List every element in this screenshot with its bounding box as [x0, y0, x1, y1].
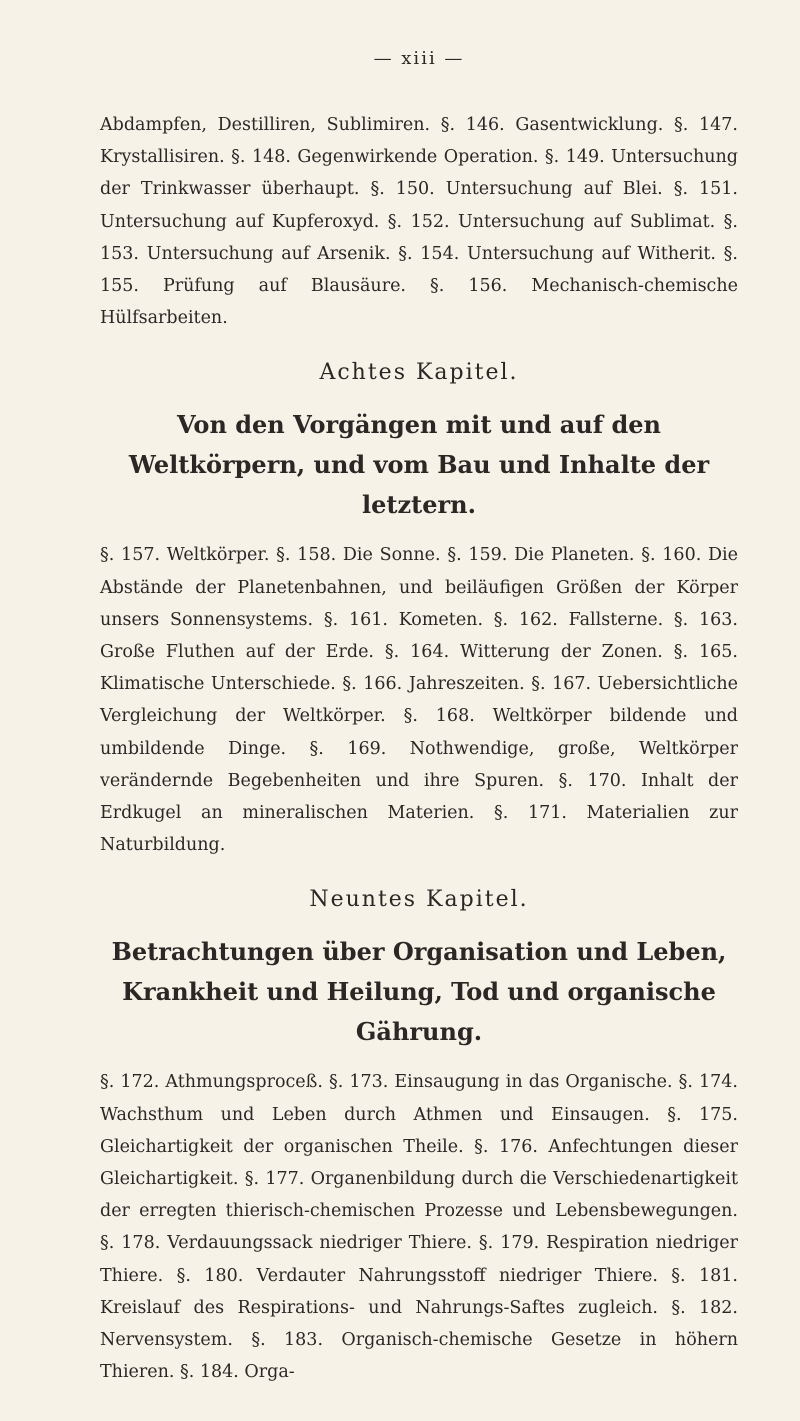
chapter-8-title: Achtes Kapitel. [319, 360, 519, 386]
chapter-8-subtitle: Von den Vorgängen mit und auf den Weltkörpern, und vom Bau und Inhalte der letztern. [128, 410, 710, 520]
chapter-9-subtitle: Betrachtungen über Organisation und Leben, Krankheit und Heilung, Tod und organische Gährung. [111, 937, 727, 1047]
chapter-8-section-list: §. 157. Weltkörper. §. 158. Die Sonne. §. 159. Die Planeten. §. 160. Die Abstände der Planetenbahnen, und beiläufigen Größen der Körper unsers Sonnensystems. §. 161. Kometen. §. 162. Fallsterne. §. 163. Große Fluthen auf der Erde. §. 164. Witterung der Zonen. §. 165. Klimatische Unterschiede. §. 166. Jahreszeiten. §. 167. Uebersichtliche Vergleichung der Weltkörper. §. 168. Weltkörper bildende und umbildende Dinge. §. 169. Nothwendige, große, Weltkörper verändernde Begebenheiten und ihre Spuren. §. 170. Inhalt der Erdkugel an mineralischen Materien. §. 171. Materialien zur Naturbildung. [100, 545, 738, 856]
chapter-9-section-list: §. 172. Athmungsproceß. §. 173. Einsaugung in das Organische. §. 174. Wachsthum und Leben durch Athmen und Einsaugen. §. 175. Gleichartigkeit der organischen Theile. §. 176. Anfechtungen dieser Gleichartigkeit. §. 177. Organenbildung durch die Verschiedenartigkeit der erregten thierisch-chemischen Prozesse und Lebensbewegungen. §. 178. Verdauungssack niedriger Thiere. §. 179. Respiration niedriger Thiere. §. 180. Verdauter Nahrungsstoff niedriger Thiere. §. 181. Kreislauf des Respirations- und Nahrungs-Saftes zugleich. §. 182. Nervensystem. §. 183. Organisch-chemische Gesetze in höhern Thieren. §. 184. Orga- [100, 1072, 738, 1383]
section-list-top: Abdampfen, Destilliren, Sublimiren. §. 146. Gasentwicklung. §. 147. Krystallisiren. §. 148. Gegenwirkende Operation. §. 149. Untersuchung der Trinkwasser überhaupt. §. 150. Untersuchung auf Blei. §. 151. Untersuchung auf Kupferoxyd. §. 152. Untersuchung auf Sublimat. §. 153. Untersuchung auf Arsenik. §. 154. Untersuchung auf Witherit. §. 155. Prüfung auf Blausäure. §. 156. Mechanisch-chemische Hülfsarbeiten. [100, 115, 738, 329]
page-number: — xiii — [373, 48, 465, 69]
chapter-9-title: Neuntes Kapitel. [309, 887, 529, 913]
